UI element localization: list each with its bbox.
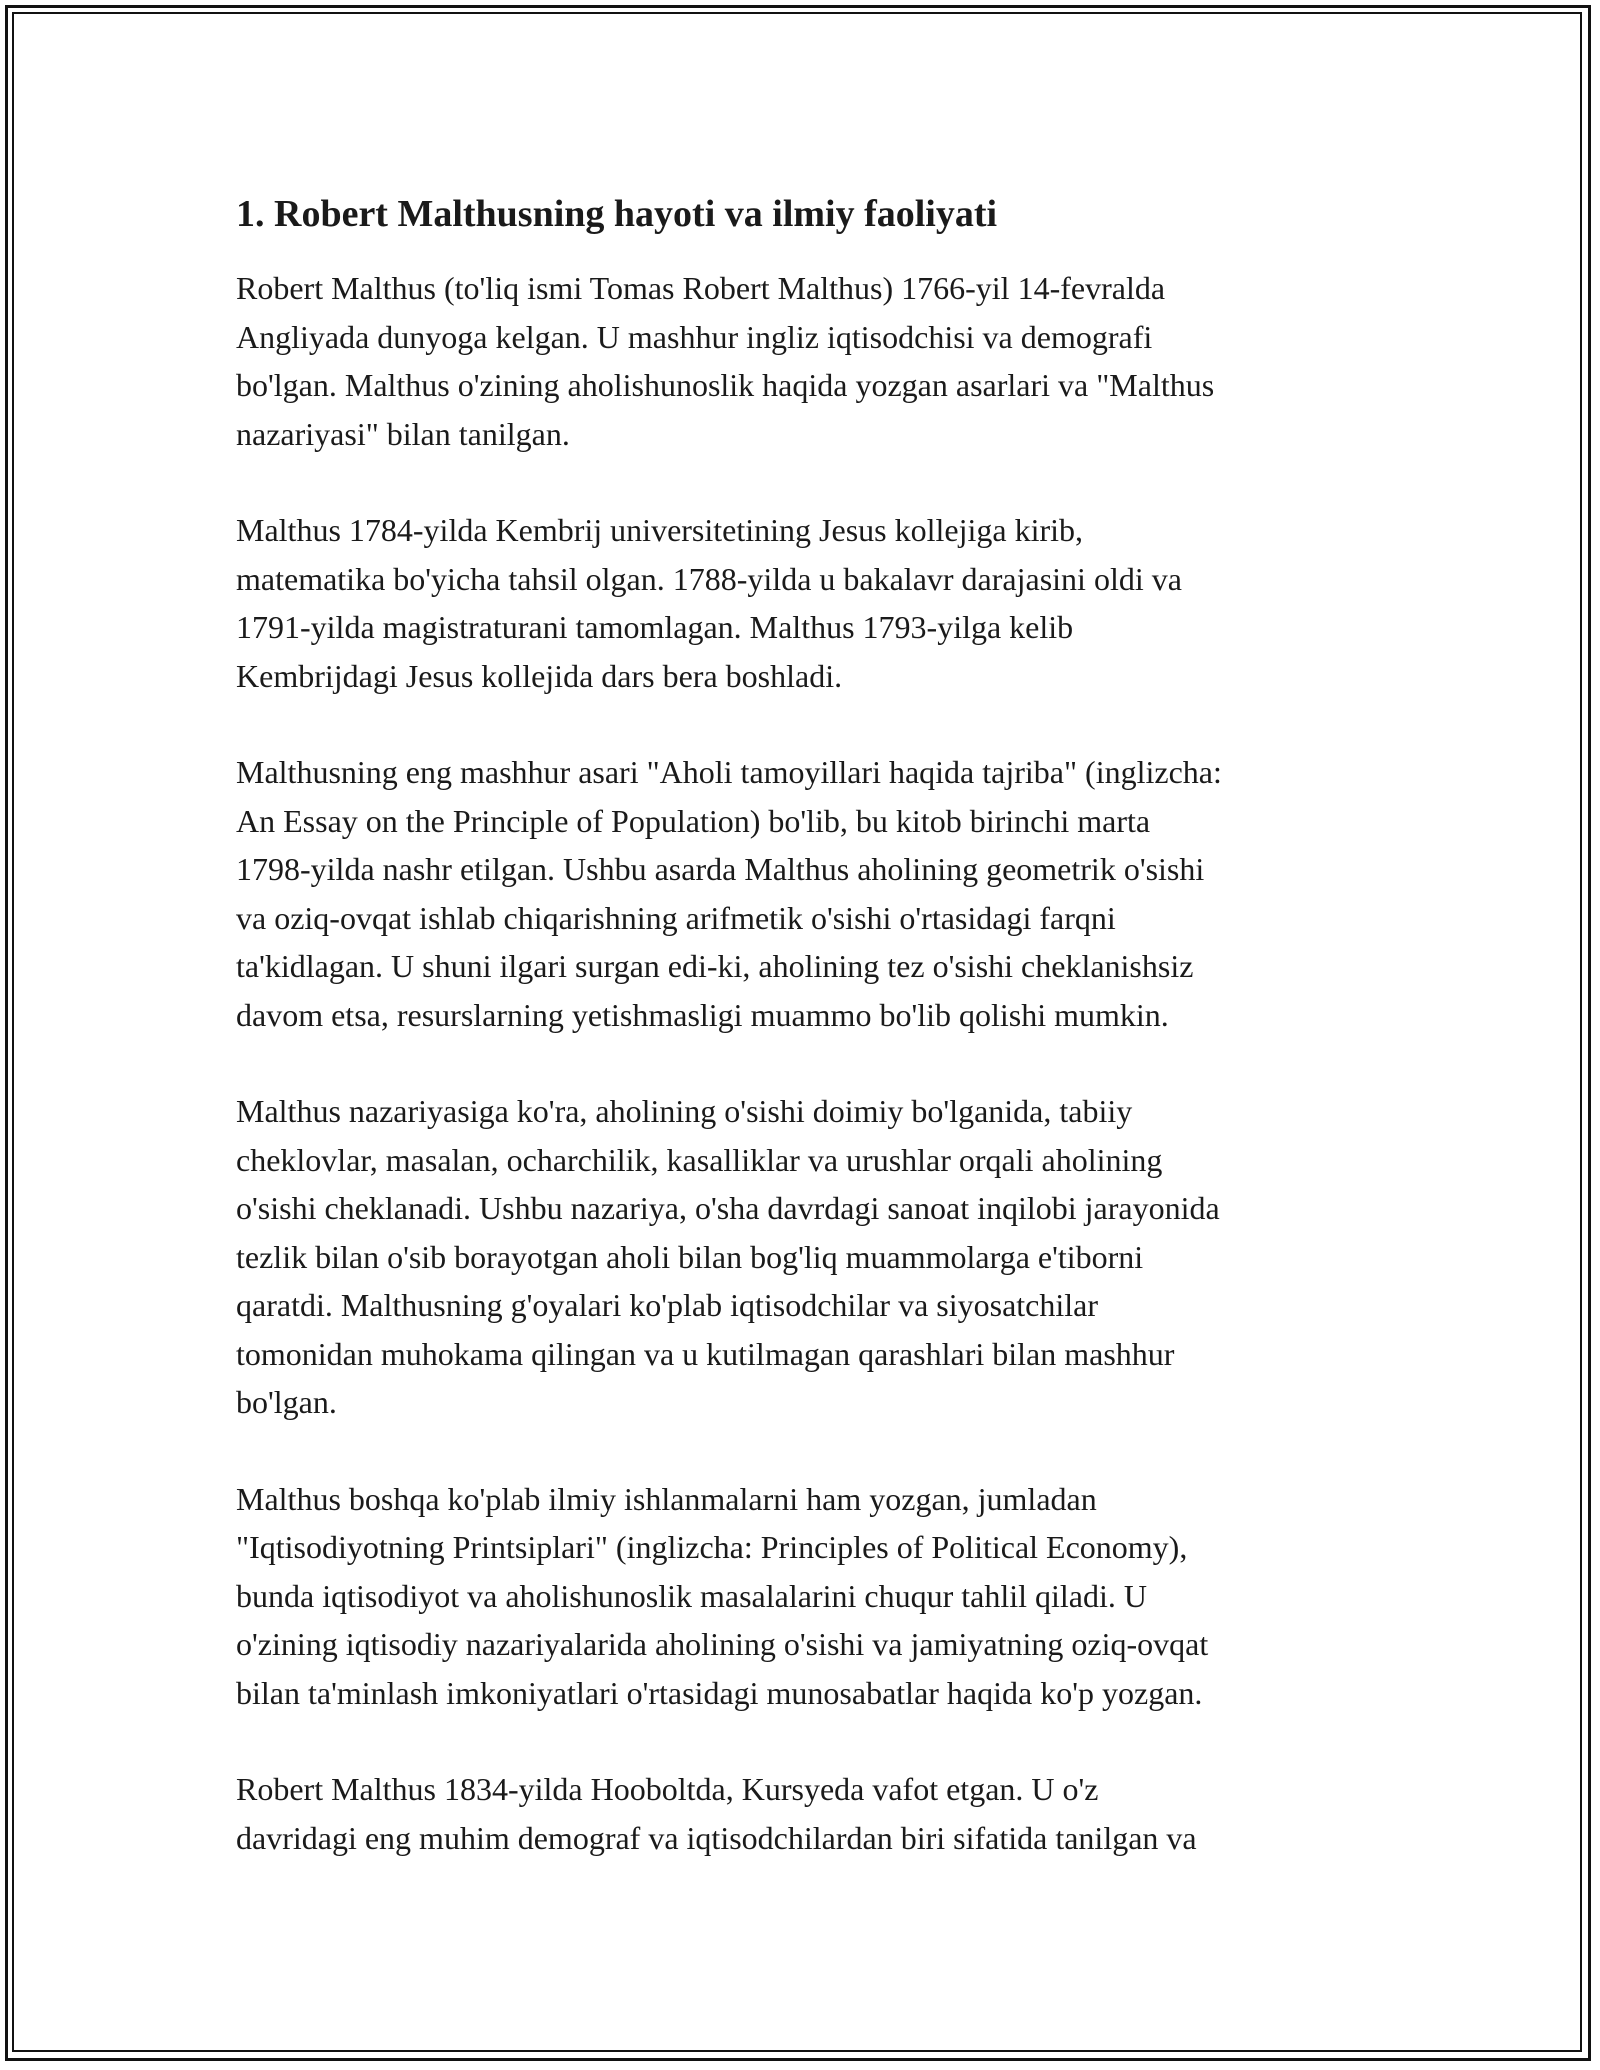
paragraph-death-legacy bbox=[236, 1765, 1386, 1862]
text-line: Robert Malthus (to'liq ismi Tomas Robert Malthus) 1766-yil 14-fevralda bbox=[236, 270, 1166, 306]
text-line: o'zining iqtisodiy nazariyalarida aholining o'sishi va jamiyatning oziq-ovqat bbox=[236, 1626, 1209, 1662]
text-line: o'sishi cheklanadi. Ushbu nazariya, o'sha davrdagi sanoat inqilobi jarayonida bbox=[236, 1190, 1220, 1226]
text-line: Malthus nazariyasiga ko'ra, aholining o'sishi doimiy bo'lganida, tabiiy bbox=[236, 1093, 1133, 1129]
text-line: Robert Malthus 1834-yilda Hooboltda, Kursyeda vafot etgan. U o'z bbox=[236, 1771, 1099, 1807]
text-line: Kembrijdagi Jesus kollejida dars bera boshladi. bbox=[236, 657, 843, 694]
text-line: An Essay on the Principle of Population) bo'lib, bu kitob birinchi marta bbox=[236, 802, 1151, 839]
text-line: 1798-yilda nashr etilgan. Ushbu asarda Malthus aholining geometrik o'sishi bbox=[236, 851, 1205, 887]
text-line: qaratdi. Malthusning g'oyalari ko'plab iqtisodchilar va siyosatchilar bbox=[236, 1287, 1098, 1323]
text-line: bo'lgan. Malthus o'zining aholishunoslik haqida yozgan asarlari va "Malthus bbox=[236, 367, 1215, 403]
text-line: va oziq-ovqat ishlab chiqarishning arifmetik o'sishi o'rtasidagi farqni bbox=[236, 899, 1116, 936]
text-line: bo'lgan. bbox=[236, 1384, 337, 1420]
document-body bbox=[236, 190, 1386, 1862]
paragraph-education bbox=[236, 506, 1386, 700]
text-line: davom etsa, resurslarning yetishmasligi muammo bo'lib qolishi mumkin. bbox=[236, 996, 1169, 1033]
text-line: Malthus boshqa ko'plab ilmiy ishlanmalarni ham yozgan, jumladan bbox=[236, 1480, 1097, 1517]
text-line: ta'kidlagan. U shuni ilgari surgan edi-ki, aholining tez o'sishi cheklanishsiz bbox=[236, 948, 1194, 984]
text-line: bunda iqtisodiyot va aholishunoslik masalalarini chuqur tahlil qiladi. U bbox=[236, 1577, 1147, 1614]
paragraph-theory bbox=[236, 1087, 1386, 1427]
text-line: bilan ta'minlash imkoniyatlari o'rtasidagi munosabatlar haqida ko'p yozgan. bbox=[236, 1674, 1203, 1711]
text-line: tezlik bilan o'sib borayotgan aholi bilan bog'liq muammolarga e'tiborni bbox=[236, 1238, 1144, 1275]
text-line: 1791-yilda magistraturani tamomlagan. Malthus 1793-yilga kelib bbox=[236, 609, 1074, 645]
text-line: tomonidan muhokama qilingan va u kutilmagan qarashlari bilan mashhur bbox=[236, 1335, 1175, 1372]
text-line: nazariyasi" bilan tanilgan. bbox=[236, 415, 570, 452]
text-line: Malthus 1784-yilda Kembrij universitetining Jesus kollejiga kirib, bbox=[236, 512, 1083, 548]
text-line: Angliyada dunyoga kelgan. U mashhur ingliz iqtisodchisi va demografi bbox=[236, 318, 1153, 355]
text-line: cheklovlar, masalan, ocharchilik, kasalliklar va urushlar orqali aholining bbox=[236, 1141, 1163, 1178]
paragraph-biography-intro bbox=[236, 264, 1386, 458]
text-line: "Iqtisodiyotning Printsiplari" (inglizcha: Principles of Political Economy), bbox=[236, 1529, 1188, 1565]
paragraph-other-works bbox=[236, 1475, 1386, 1718]
text-line: davridagi eng muhim demograf va iqtisodchilardan biri sifatida tanilgan va bbox=[236, 1819, 1197, 1856]
text-line: matematika bo'yicha tahsil olgan. 1788-yilda u bakalavr darajasini oldi va bbox=[236, 560, 1182, 597]
text-line: Malthusning eng mashhur asari "Aholi tamoyillari haqida tajriba" (inglizcha: bbox=[236, 754, 1222, 790]
paragraph-essay-on-population bbox=[236, 748, 1386, 1039]
section-title: 1. Robert Malthusning hayoti va ilmiy faoliyati bbox=[236, 193, 998, 235]
